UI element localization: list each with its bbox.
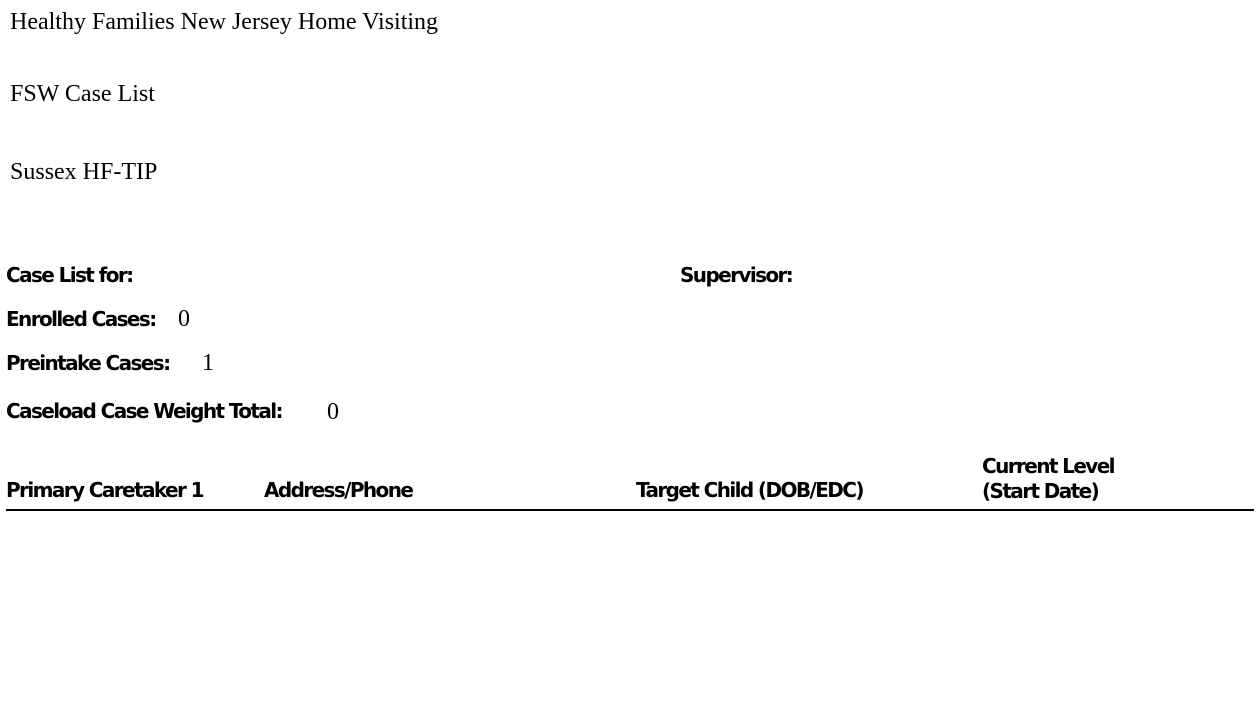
enrolled-cases-value: 0 bbox=[178, 306, 190, 332]
case-list-for-label: Case List for: bbox=[6, 263, 133, 287]
column-header-address-phone: Address/Phone bbox=[264, 478, 413, 502]
caseload-weight-value: 0 bbox=[327, 399, 339, 425]
preintake-cases-label: Preintake Cases: bbox=[6, 351, 170, 375]
report-title: FSW Case List bbox=[10, 81, 155, 107]
preintake-cases-value: 1 bbox=[202, 350, 214, 376]
enrolled-cases-label: Enrolled Cases: bbox=[6, 307, 156, 331]
column-header-start-date: (Start Date) bbox=[982, 479, 1099, 503]
caseload-weight-label: Caseload Case Weight Total: bbox=[6, 399, 282, 423]
org-title: Healthy Families New Jersey Home Visiting bbox=[10, 9, 439, 35]
column-header-target-child: Target Child (DOB/EDC) bbox=[636, 478, 863, 502]
supervisor-label: Supervisor: bbox=[680, 263, 793, 287]
program-name: Sussex HF-TIP bbox=[10, 159, 158, 185]
column-header-current-level: Current Level bbox=[982, 454, 1114, 478]
column-header-primary-caretaker: Primary Caretaker 1 bbox=[6, 478, 203, 502]
header-divider bbox=[6, 509, 1254, 511]
